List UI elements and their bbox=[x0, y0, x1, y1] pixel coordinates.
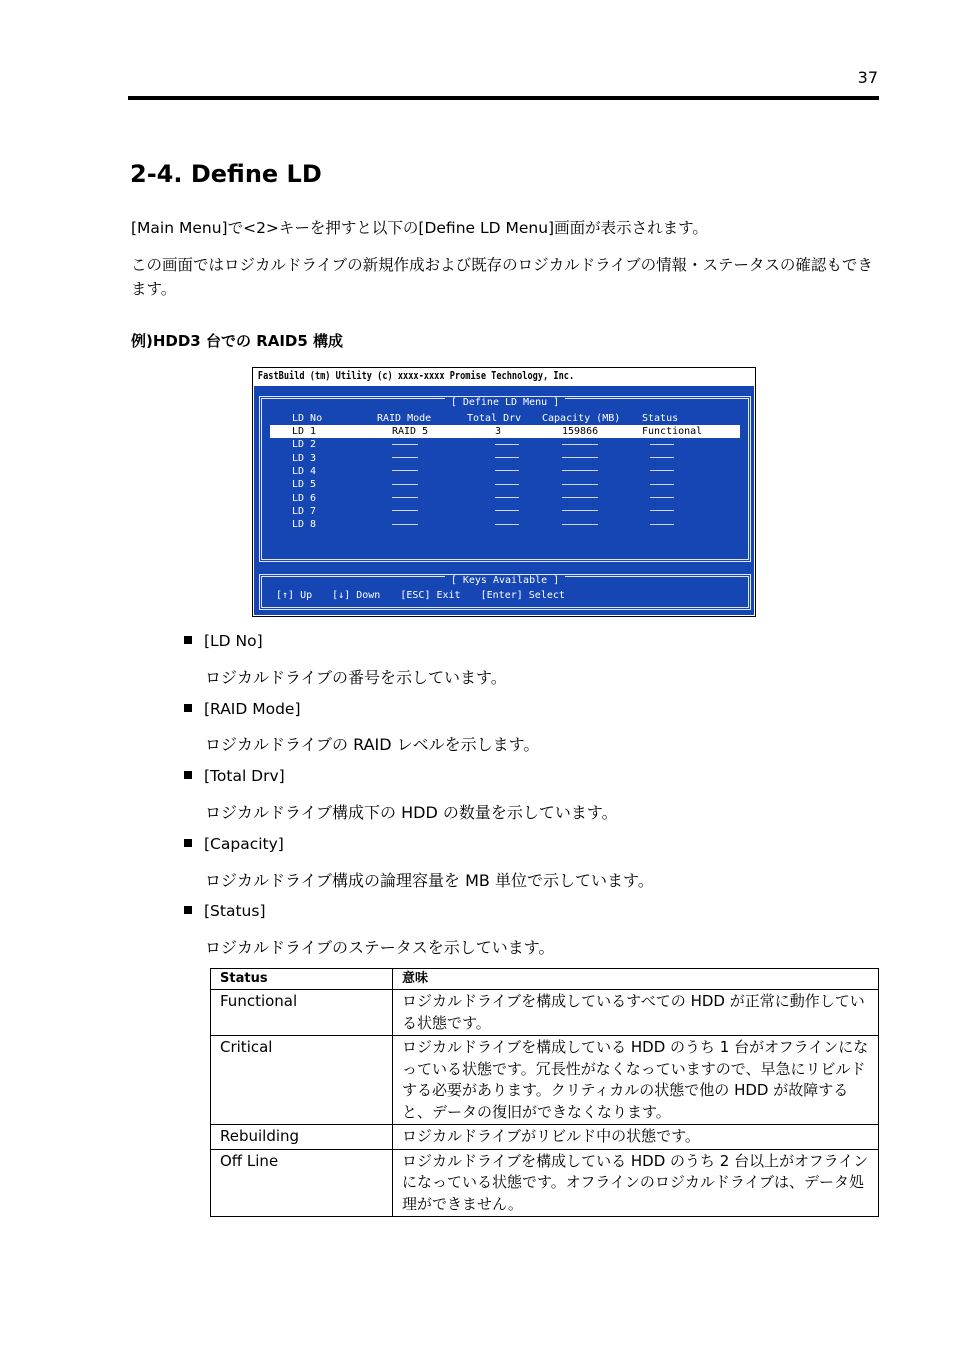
capacity-cell bbox=[562, 492, 598, 505]
empty-dash bbox=[392, 470, 418, 471]
status-table-header bbox=[211, 969, 879, 990]
empty-dash bbox=[650, 497, 674, 498]
ld-row[interactable] bbox=[262, 465, 748, 478]
raid-mode-cell: RAID 5 bbox=[392, 426, 429, 437]
desc-capacity: ロジカルドライブ構成の論理容量を MB 単位で示しています。 bbox=[205, 871, 654, 890]
empty-dash bbox=[392, 497, 418, 498]
bullet-capacity: [Capacity] bbox=[184, 835, 284, 853]
empty-dash bbox=[495, 524, 519, 525]
raid-mode-cell bbox=[392, 465, 418, 478]
header-total-drv: Total Drv bbox=[467, 413, 522, 424]
meaning-cell: ロジカルドライブを構成している HDD のうち 1 台がオフラインになっている状態です。冗長性がなくなっていますので、早急にリビルドする必要があります。クリティカルの状態で他の HDD が故障すると、データの復旧ができなくなります。 bbox=[393, 1036, 879, 1125]
total-drv-cell bbox=[495, 438, 519, 451]
empty-dash bbox=[495, 484, 519, 485]
empty-dash bbox=[495, 470, 519, 471]
ld-no-cell: LD 8 bbox=[292, 519, 317, 531]
status-cell bbox=[650, 465, 674, 478]
empty-dash bbox=[650, 457, 674, 458]
bios-title: FastBuild (tm) Utility (c) xxxx-xxxx Promise Technology, Inc. bbox=[257, 370, 575, 382]
empty-dash bbox=[392, 524, 418, 525]
capacity-cell bbox=[562, 465, 598, 478]
raid-mode-cell bbox=[392, 518, 418, 531]
empty-dash bbox=[562, 484, 598, 485]
empty-dash bbox=[562, 497, 598, 498]
define-ld-caption: [ Define LD Menu ] bbox=[445, 397, 565, 408]
empty-dash bbox=[562, 470, 598, 471]
desc-total-drv: ロジカルドライブ構成下の HDD の数量を示しています。 bbox=[205, 803, 618, 822]
bios-screen bbox=[254, 386, 754, 615]
raid-mode-cell bbox=[392, 438, 418, 451]
bullet-square-icon bbox=[184, 839, 192, 847]
empty-dash bbox=[562, 524, 598, 525]
table-row bbox=[211, 990, 879, 1036]
header-raid-mode: RAID Mode bbox=[377, 413, 432, 424]
header-ld-no: LD No bbox=[292, 413, 323, 424]
bullet-ld-no: [LD No] bbox=[184, 632, 263, 650]
bullet-raid-mode: [RAID Mode] bbox=[184, 700, 301, 718]
bullet-square-icon bbox=[184, 906, 192, 914]
empty-dash bbox=[650, 510, 674, 511]
raid-mode-cell bbox=[392, 492, 418, 505]
status-cell bbox=[650, 452, 674, 465]
ld-row[interactable] bbox=[270, 425, 740, 438]
total-drv-cell bbox=[495, 518, 519, 531]
status-cell bbox=[650, 492, 674, 505]
ld-no-cell: LD 7 bbox=[292, 505, 317, 517]
key-up: [↑] Up bbox=[276, 590, 313, 601]
ld-row[interactable] bbox=[262, 518, 748, 531]
capacity-cell bbox=[562, 518, 598, 531]
table-row bbox=[211, 1149, 879, 1217]
empty-dash bbox=[562, 444, 598, 445]
empty-dash bbox=[650, 484, 674, 485]
status-cell: Critical bbox=[211, 1036, 393, 1125]
intro-paragraph-2: この画面ではロジカルドライブの新規作成および既存のロジカルドライブの情報・ステータスの確認もできます。 bbox=[131, 256, 873, 298]
status-column-header: Status bbox=[211, 969, 393, 990]
keys-line bbox=[276, 590, 579, 601]
desc-raid-mode: ロジカルドライブの RAID レベルを示します。 bbox=[205, 735, 540, 754]
key-esc-exit: [ESC] Exit bbox=[400, 590, 461, 601]
empty-dash bbox=[650, 524, 674, 525]
capacity-cell bbox=[562, 452, 598, 465]
meaning-cell: ロジカルドライブを構成しているすべての HDD が正常に動作している状態です。 bbox=[393, 990, 879, 1036]
desc-ld-no: ロジカルドライブの番号を示しています。 bbox=[205, 668, 507, 687]
capacity-cell bbox=[562, 505, 598, 518]
ld-no-cell: LD 5 bbox=[292, 479, 317, 491]
status-cell: Off Line bbox=[211, 1149, 393, 1217]
empty-dash bbox=[562, 510, 598, 511]
raid-mode-cell bbox=[392, 452, 418, 465]
ld-no-cell: LD 3 bbox=[292, 452, 317, 464]
capacity-cell bbox=[562, 438, 598, 451]
ld-no-cell: LD 2 bbox=[292, 439, 317, 451]
capacity-cell bbox=[562, 478, 598, 491]
status-cell: Functional bbox=[642, 426, 703, 437]
raid-mode-cell bbox=[392, 478, 418, 491]
ld-no-cell: LD 6 bbox=[292, 492, 317, 504]
total-drv-cell: 3 bbox=[495, 426, 502, 437]
bullet-square-icon bbox=[184, 704, 192, 712]
header-capacity: Capacity (MB) bbox=[542, 413, 621, 424]
capacity-cell: 159866 bbox=[562, 426, 599, 437]
header-status: Status bbox=[642, 413, 679, 424]
ld-row[interactable] bbox=[262, 478, 748, 491]
empty-dash bbox=[562, 457, 598, 458]
empty-dash bbox=[495, 457, 519, 458]
empty-dash bbox=[392, 510, 418, 511]
intro-paragraph-1: [Main Menu]で<2>キーを押すと以下の[Define LD Menu]画面が表示されます。 bbox=[131, 219, 708, 237]
meaning-cell: ロジカルドライブを構成している HDD のうち 2 台以上がオフラインになっている状態です。オフラインのロジカルドライブは、データ処理ができません。 bbox=[393, 1149, 879, 1217]
keys-panel bbox=[259, 574, 751, 610]
key-enter-select: [Enter] Select bbox=[480, 590, 565, 601]
desc-status: ロジカルドライブのステータスを示しています。 bbox=[205, 938, 555, 957]
key-down: [↓] Down bbox=[332, 590, 381, 601]
status-cell bbox=[650, 438, 674, 451]
ld-table-header bbox=[262, 412, 748, 425]
meaning-cell: ロジカルドライブがリビルド中の状態です。 bbox=[393, 1125, 879, 1150]
total-drv-cell bbox=[495, 465, 519, 478]
empty-dash bbox=[495, 510, 519, 511]
section-title: 2-4. Define LD bbox=[130, 160, 322, 188]
status-cell bbox=[650, 505, 674, 518]
raid-mode-cell bbox=[392, 505, 418, 518]
empty-dash bbox=[495, 497, 519, 498]
total-drv-cell bbox=[495, 492, 519, 505]
header-rule bbox=[128, 96, 879, 100]
status-cell: Functional bbox=[211, 990, 393, 1036]
ld-row[interactable] bbox=[262, 438, 748, 451]
define-ld-panel bbox=[259, 396, 751, 562]
bullet-total-drv: [Total Drv] bbox=[184, 767, 285, 785]
bullet-square-icon bbox=[184, 636, 192, 644]
ld-row[interactable] bbox=[262, 505, 748, 518]
keys-caption: [ Keys Available ] bbox=[445, 575, 565, 586]
page-number: 37 bbox=[857, 68, 878, 87]
ld-no-cell: LD 1 bbox=[292, 426, 317, 437]
example-heading: 例)HDD3 台での RAID5 構成 bbox=[131, 332, 344, 350]
total-drv-cell bbox=[495, 452, 519, 465]
total-drv-cell bbox=[495, 505, 519, 518]
table-row bbox=[211, 1125, 879, 1150]
empty-dash bbox=[392, 484, 418, 485]
empty-dash bbox=[650, 470, 674, 471]
ld-row[interactable] bbox=[262, 452, 748, 465]
ld-no-cell: LD 4 bbox=[292, 465, 317, 477]
empty-dash bbox=[392, 457, 418, 458]
bullet-status: [Status] bbox=[184, 902, 266, 920]
meaning-column-header: 意味 bbox=[393, 969, 879, 990]
empty-dash bbox=[650, 444, 674, 445]
total-drv-cell bbox=[495, 478, 519, 491]
status-cell bbox=[650, 518, 674, 531]
table-row bbox=[211, 1036, 879, 1125]
bullet-square-icon bbox=[184, 771, 192, 779]
ld-row[interactable] bbox=[262, 492, 748, 505]
status-cell bbox=[650, 478, 674, 491]
status-cell: Rebuilding bbox=[211, 1125, 393, 1150]
bios-screenshot bbox=[252, 367, 756, 617]
status-table bbox=[210, 968, 879, 1217]
empty-dash bbox=[495, 444, 519, 445]
empty-dash bbox=[392, 444, 418, 445]
